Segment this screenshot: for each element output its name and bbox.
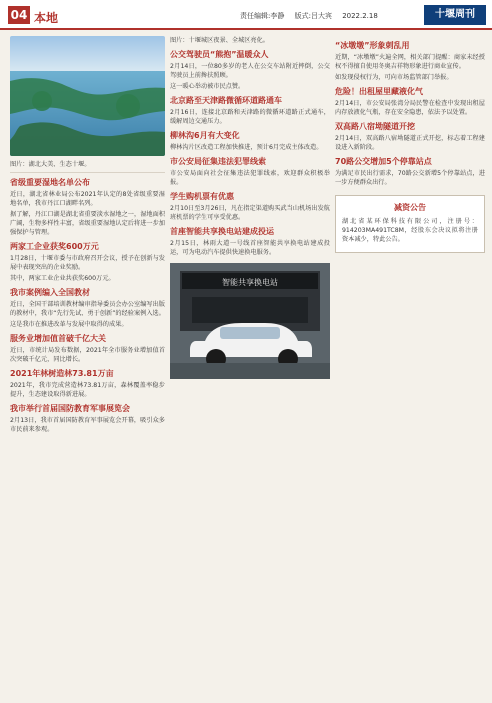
article-paragraph: 2021年，我市完成营造林73.81万亩，森林覆盖率稳步提升，生态建设取得新进展。 [10,382,165,398]
article-paragraph: 这一暖心举动被市民点赞。 [170,83,245,90]
article-paragraph: 近期，“冰墩墩”火遍全网，相关部门提醒：商家未经授权不得擅自使用冬奥吉祥物形象进行商业宣传。 [335,54,485,70]
article-title: 省级重要湿地名单公布 [10,178,90,187]
article-title: 2021年林树造林73.81万亩 [10,369,114,378]
article-paragraph: 近日，市统计局发布数据，2021年全市服务业增加值首次突破千亿元，同比增长。 [10,347,165,363]
station-sign: 智能共享换电站 [222,278,278,287]
article-paragraph: 2月14日，市公安局张湾分局民警在检查中发现出租屋内存放液化气瓶，存在安全隐患，依法予以处置。 [335,100,485,116]
article-title: 北京路至天津路微循环道路通车 [170,96,282,105]
article-paragraph: 近日，湖北省林业局公布2021年认定的8处省级重要湿地名单，我市丹江口湖畔名列。 [10,191,165,207]
article-paragraph: 为满足市民出行需求，70路公交新增5个停靠站点，进一步方便群众出行。 [335,170,485,186]
photo-caption: 图片：十堰城区夜景、全城区亮化。 [170,37,269,44]
article-title: 我市案例编入全国教材 [10,288,90,297]
photo-caption: 图片：湖北大美、生态十堰。 [10,161,91,168]
article-title: 双高路八宿坳隧道开挖 [335,122,415,131]
article-title: 柳林沟6月有大变化 [170,131,240,140]
lake-photo [10,36,165,156]
article-title: 公交驾驶员“熊抱”温暖众人 [170,50,269,59]
article-paragraph: 其中，两家工业企业共获奖600万元。 [10,275,115,282]
article-title: “冰墩墩”形象刺乱用 [335,41,410,50]
editor-label: 责任编辑:李静 [240,12,285,20]
notice-text: 湖北省某环保科技有限公司，注册号：914203MA491TC8M，经股东会决议拟将注册资本减少，特此公告。 [342,218,478,243]
article-title: 两家工企业获奖600万元 [10,242,99,251]
page-number: 04 [8,6,30,24]
charging-station-photo [170,263,330,379]
newspaper-brand: 十堰周刊 [424,5,486,25]
column-2 [170,36,330,379]
article-title: 危险！出租屋里藏液化气 [335,87,423,96]
page-header [0,0,492,30]
article-paragraph: 2月14日，一位80多岁的老人在公交车站附近摔倒，公交驾驶员上前搀扶照顾。 [170,63,330,79]
notice-box [335,195,485,253]
article-paragraph: 1月28日，十堰市委与市政府召开会议，授予在创新与发展中表现突出的企业奖励。 [10,255,165,271]
page-meta [240,11,386,21]
article-paragraph: 近日，全国干部培训教材编审指导委员会办公室编写出版的教材中，我市“先行先试、勇于创新”的经验案例入选。 [10,301,165,317]
column-1 [10,36,165,436]
article-paragraph: 柳林沟片区改造工程加快推进，预计6月完成主体改造。 [170,144,323,151]
article-title: 我市举行首届国防教育军事展览会 [10,404,130,413]
date-label: 2022.2.18 [342,12,378,20]
article-paragraph: 2月16日，连接北京路和天津路的微循环道路正式通车，缓解周边交通压力。 [170,109,330,125]
article-title: 学生购机票有优惠 [170,192,234,201]
article-paragraph: 据了解，丹江口湖是湖北省重要淡水湿地之一，湿地面积广阔，生物多样性丰富，省级重要湿地认定后将进一步加强保护与管理。 [10,211,165,236]
article-paragraph: 这是我市在推进改革与发展中取得的成果。 [10,321,128,328]
layout-label: 版式:吕大宾 [294,12,332,20]
article-paragraph: 2月15日，林雨大道一号线首座智能共享换电站建成投运，可为电动汽车提供快速换电服务。 [170,240,330,256]
column-3 [335,36,485,253]
article-title: 70路公交增加5个停靠站点 [335,157,432,166]
article-paragraph: 2月10日至3月26日，凡在指定渠道购买武当山机场出发航班机票的学生可享受优惠。 [170,205,330,221]
article-paragraph: 如发现侵权行为，可向市场监管部门举报。 [335,74,453,81]
article-paragraph: 市公安局面向社会征集违法犯罪线索，欢迎群众积极举报。 [170,170,330,186]
article-title: 服务业增加值首破千亿大关 [10,334,106,343]
divider [10,172,165,173]
article-title: 市公安局征集违法犯罪线索 [170,157,266,166]
article-title: 首座智能共享换电站建成投运 [170,227,274,236]
section-title: 本地 [34,11,59,25]
notice-title: 减资公告 [394,203,426,212]
article-paragraph: 2月13日，我市首届国防教育军事展览会开幕，吸引众多市民前来参观。 [10,417,165,433]
article-paragraph: 2月14日，双高路八宿坳隧道正式开挖，标志着工程建设进入新阶段。 [335,135,485,151]
